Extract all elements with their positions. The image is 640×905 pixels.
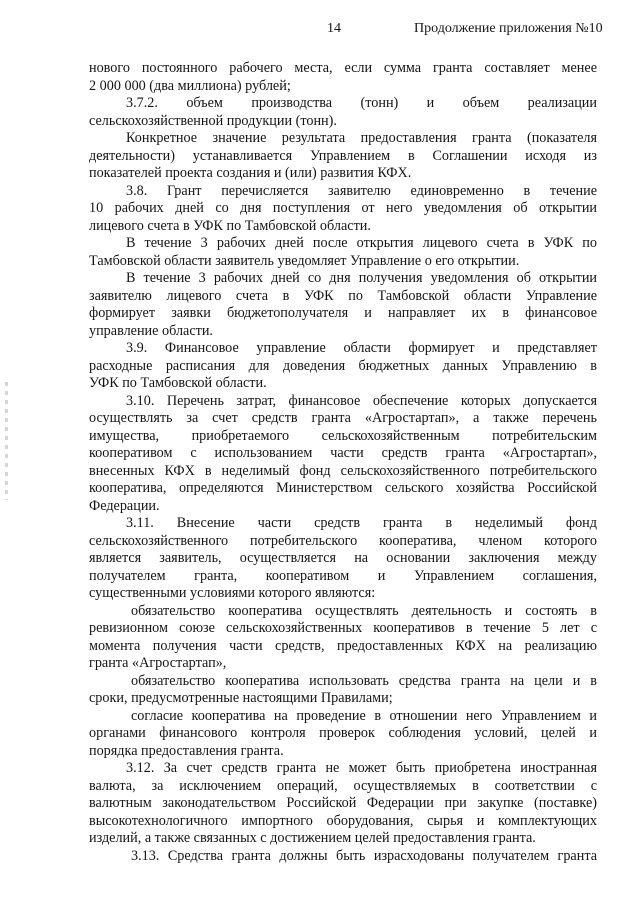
- text-line: порядка предоставления гранта.: [89, 742, 284, 759]
- appendix-continuation-title: Продолжение приложения №10: [414, 21, 603, 36]
- text-line: обязательство кооператива использовать средства гранта на цели и в: [131, 672, 597, 689]
- text-line: формирует заявки бюджетополучателя и направляет их в финансовое: [89, 305, 597, 321]
- text-line: момента получения части средств, предоставленных КФХ на реализацию: [89, 637, 597, 654]
- text-line: В течение 3 рабочих дней после открытия лицевого счета в УФК по: [126, 235, 597, 251]
- text-line: 3.7.2. объем производства (тонн) и объем реализации: [126, 95, 597, 111]
- text-line: 3.9. Финансовое управление области формирует и представляет: [126, 340, 597, 356]
- text-line: В течение 3 рабочих дней со дня получения уведомления об открытии: [126, 270, 597, 286]
- text-line: управление области.: [89, 322, 213, 339]
- text-line: органами финансового контроля проверок соблюдения условий, целей и: [89, 725, 597, 741]
- text-line: показателей проекта создания и (или) развития КФХ.: [89, 165, 412, 181]
- text-line: высокотехнологичного импортного оборудования, сырья и комплектующих: [89, 812, 597, 829]
- text-line: кооперативом с использованием части средств гранта «Агростартап»,: [89, 445, 597, 461]
- text-line: 3.12. За счет средств гранта не может быть приобретена иностранная: [126, 760, 597, 776]
- text-line: ревизионном союзе сельскохозяйственных кооперативов в течение 5 лет с: [89, 620, 597, 636]
- text-line: осуществлять за счет средств гранта «Агростартап», а также перечень: [89, 410, 597, 426]
- text-line: Тамбовской области заявитель уведомляет Управление о его открытии.: [89, 252, 520, 269]
- text-line: получателем гранта, кооперативом и Управлением соглашения,: [89, 567, 597, 584]
- text-line: является заявитель, осуществляется на основании заключения между: [89, 550, 597, 566]
- text-line: заявителю лицевого счета в УФК по Тамбовской области Управление: [89, 287, 597, 304]
- text-line: валюта, за исключением операций, осуществляемых в соответствии с: [89, 777, 597, 794]
- text-line: Конкретное значение результата предоставления гранта (показателя: [126, 130, 597, 146]
- margin-scan-mark: [5, 382, 8, 500]
- text-line: деятельности) устанавливается Управлением в Соглашении исходя из: [89, 147, 597, 164]
- text-line: расходные расписания для доведения бюджетных данных Управлению в: [89, 357, 597, 374]
- text-line: УФК по Тамбовской области.: [89, 375, 267, 391]
- text-line: Федерации.: [89, 497, 160, 514]
- text-line: внесенных КФХ в неделимый фонд сельскохозяйственного потребительского: [89, 462, 597, 479]
- text-line: 3.8. Грант перечисляется заявителю единовременно в течение: [126, 182, 597, 199]
- text-line: сроки, предусмотренные настоящими Правилами;: [89, 690, 393, 706]
- text-line: валютным законодательством Российской Федерации при закупке (поставке): [89, 795, 597, 811]
- text-line: существенными условиями которого являются:: [89, 585, 376, 601]
- text-line: 10 рабочих дней со дня поступления от него уведомления об открытии: [89, 200, 597, 216]
- page-number: 14: [327, 21, 341, 36]
- text-line: имущества, приобретаемого сельскохозяйственным потребительским: [89, 427, 597, 444]
- text-line: согласие кооператива на проведение в отношении него Управлением и: [131, 707, 597, 724]
- text-line: 3.13. Средства гранта должны быть израсходованы получателем гранта: [131, 847, 597, 864]
- text-line: лицевого счета в УФК по Тамбовской области.: [89, 217, 371, 234]
- text-line: сельскохозяйственной продукции (тонн).: [89, 112, 337, 129]
- text-line: нового постоянного рабочего места, если сумма гранта составляет менее: [89, 60, 597, 76]
- text-line: гранта «Агростартап»,: [89, 655, 227, 671]
- text-line: 3.10. Перечень затрат, финансовое обеспечение которых допускается: [126, 392, 597, 409]
- text-line: 2 000 000 (два миллиона) рублей;: [89, 77, 291, 94]
- document-body: [89, 60, 597, 865]
- text-line: кооператива, определяются Министерством сельского хозяйства Российской: [89, 480, 597, 496]
- text-line: 3.11. Внесение части средств гранта в неделимый фонд: [126, 515, 597, 531]
- text-line: изделий, а также связанных с достижением целей предоставления гранта.: [89, 830, 536, 846]
- text-line: сельскохозяйственного потребительского кооператива, членом которого: [89, 532, 597, 549]
- text-line: обязательство кооператива осуществлять деятельность и состоять в: [131, 602, 597, 619]
